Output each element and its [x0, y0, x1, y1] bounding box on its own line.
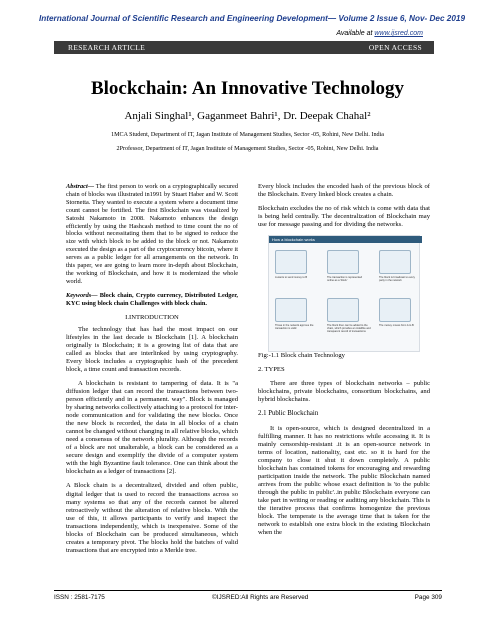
subsection-heading-public-blockchain: 2.1 Public Blockchain: [258, 410, 319, 418]
rights-label: ©IJSRED:All Rights are Reserved: [212, 594, 309, 601]
available-prefix: Available at: [336, 30, 375, 37]
blockchain-figure: [268, 235, 420, 352]
figure-step-caption: The money moves from A to B: [379, 324, 414, 328]
figure-step-box: [379, 250, 411, 274]
figure-step-caption: The block then can be added to the chain, which provides an indelible and transparent record of transactions: [327, 324, 371, 334]
section-heading-types: 2. TYPES: [258, 366, 285, 374]
journal-header: International Journal of Scientific Research and Engineering Development— Volume 2 Issue 6, Nov- Dec 2019: [38, 14, 466, 23]
figure-step-box: [275, 298, 307, 322]
figure-step-caption: A wants to send money to B: [275, 276, 308, 280]
abstract-body: The first person to work on a cryptographically secured chain of blocks was illustrated in1991 by Stuart Haber and W. Scott Stornetta. They wanted to execute a system where a document time count cannot be fortified. The first Blockchain was visualized by Satoshi Nakamoto in 2008. Nakamoto enhances the design efficiently by using the Hashcash method to time count the no of blocks without necessitating them that to be signed to reduce the size with which block to be added to the block or not. Nakamoto executed the design as a part of the cryptocurrency bitcoin, where it serves as a public ledger for all arrangements on the network. In this paper, we are going to learn more in-depth about Blockchain, the working of Blockchain, and how it is modernized the whole world.: [66, 183, 238, 285]
page-number: Page 309: [414, 594, 442, 601]
affiliation-2: 2Professor, Department of IT, Jagan Institute of Management Studies, Sector -05, Rohini, New Delhi. India: [116, 146, 379, 152]
figure-step-caption: The transaction is represented online as a 'block': [327, 276, 363, 283]
author-list: Anjali Singhal¹, Gaganmeet Bahri¹, Dr. Deepak Chahal²: [124, 110, 371, 122]
figure-step-box: [275, 250, 307, 274]
paper-title: Blockchain: An Innovative Technology: [90, 78, 405, 99]
figure-caption: Fig:-1.1 Block chain Technology: [258, 352, 345, 360]
availability-line: [336, 30, 423, 37]
page-footer: [54, 590, 442, 605]
keywords-body: Block chain, Crypto currency, Distributed Ledger, KYC using block chain Challenges with block chain.: [66, 291, 238, 307]
paragraph: The technology that has had the most impact on our lifestyles in the last decade is Blockchain [1]. A blockchain originally is Blockchain; it is a growing list of data that are called as blocks that are interlinked by using cryptography. Every block includes a cryptographic hash of the precedent block, a time count and transaction records.: [66, 325, 238, 373]
paragraph: It is open-source, which is designed decentralized in a fulfilling manner. It has no restrictions while accessing it. It is mainly censorship-resistant .it is an open-source network in terms of location, nationality, cast etc. so it is hard for the company to close it shut it down completely. A public blockchain has contained tokens for encouraging and rewarding participation inside the network. The public Blockchain named arrives from the public whose exact definition is 'to the public through the public in public'..in public Blockchain everyone can take part in writing or reading or auditing any blockchain. This is the iterative process that confirms homogenize the previous block. The temperate is the average time that is taken for the network to establish one extra block in the existing Blockchain when the: [258, 424, 431, 537]
section-heading-introduction: I.INTRODUCTION: [125, 313, 179, 321]
open-access-label: OPEN ACCESS: [368, 43, 422, 52]
issn-label: ISSN : 2581-7175: [54, 594, 105, 601]
figure-step-caption: The block is broadcast to every party in the network: [379, 276, 415, 283]
paragraph: Blockchain excludes the no of risk which is come with data that is being held centrally. The decentralization of Blockchain may use for message passing and for dividing the networks.: [258, 205, 430, 229]
figure-step-box: [327, 250, 359, 274]
article-type-band: [54, 41, 434, 54]
abstract-label: Abstract—: [66, 183, 94, 190]
paragraph: Every block includes the encoded hash of the previous block of the Blockchain. Every linked block creates a chain.: [258, 183, 430, 199]
research-article-label: RESEARCH ARTICLE: [68, 43, 146, 52]
left-column: [66, 183, 238, 561]
figure-step-caption: Those in the network approve the transaction is valid: [275, 324, 314, 331]
affiliation-1: 1MCA Student, Department of IT, Jagan Institute of Management Studies, Sector -05, Rohini, New Delhi. India: [111, 132, 384, 138]
figure-step-box: [327, 298, 359, 322]
keywords-label: Keywords—: [66, 291, 98, 299]
paragraph: There are three types of blockchain networks – public blockchains, private blockchains, consortium blockchains, and hybrid blockchains.: [258, 380, 430, 404]
abstract: [66, 183, 238, 286]
journal-url-link[interactable]: www.ijsred.com: [374, 30, 423, 37]
figure-header: How a blockchain works: [269, 236, 422, 243]
paragraph: A Block chain is a decentralized, divided and often public, digital ledger that is used to record the transactions across so many systems so that any of the records cannot be altered retroactively without the alteration of relative blocks. With the use of this, it allows participants to verify and inspect the transactions independently, which is inexpensive. Some of the blocks of Blockchain can be produced simultaneous, which creates a temporary pivot. The blocks hold the batches of valid transactions that are encrypted into a Merkle tree.: [66, 482, 238, 554]
paragraph: A blockchain is resistant to tampering of data. It is "a diffusion ledger that can record the transactions between two-person efficiently and in a permanent. way". Block is managed by sharing networks collectively attaching to a protocol for inter-node communication and for validating the new blocks. Once the new block is recorded, the data in all blocks of a chain cannot be changed without changing in all relative blocks, which need a consensus of the network plurality. Although the records of a block are not unalterable, a block can be considered as a secure design and exemplify the divide of a computer system with the high Byzantine fault tolerance. One can think about the blockchain as a ledger of transactions [2].: [66, 379, 238, 476]
figure-step-box: [379, 298, 411, 322]
keywords: [66, 292, 238, 308]
right-column: [258, 183, 430, 543]
